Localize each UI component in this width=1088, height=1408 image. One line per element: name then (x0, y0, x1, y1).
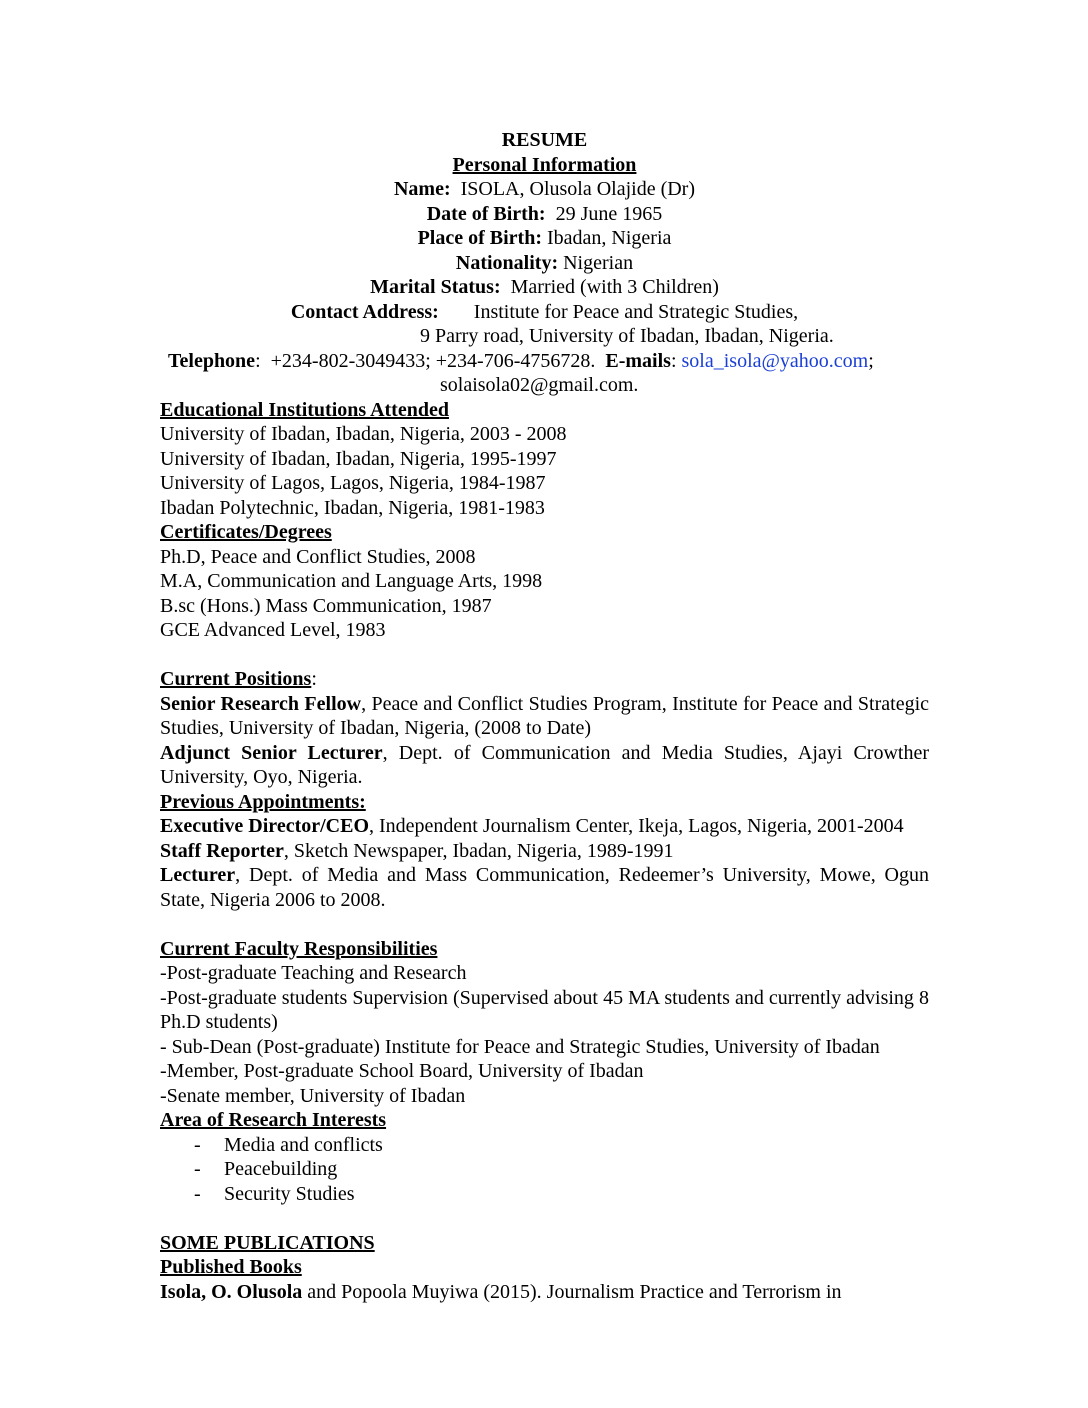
dash-bullet: - (194, 1158, 201, 1180)
appointment-title: Lecturer (160, 864, 236, 886)
appointment-text: , Dept. of Media and Mass Communication, Redeemer’s University, Mowe, Ogun State, Nigeria 2006 to 2008. (160, 864, 929, 911)
research-item (160, 1133, 929, 1158)
research-item-label: Peacebuilding (224, 1158, 338, 1180)
email-gmail: solaisola02@gmail.com. (440, 374, 639, 396)
research-item (160, 1182, 929, 1207)
research-item (160, 1157, 929, 1182)
faculty-item: - Sub-Dean (Post-graduate) Institute for Peace and Strategic Studies, University of Ibadan (160, 1035, 880, 1058)
research-item-label: Security Studies (224, 1182, 355, 1205)
personal-info-heading: Personal Information (452, 153, 637, 176)
education-item: University of Ibadan, Ibadan, Nigeria, 2003 - 2008 (160, 423, 567, 445)
previous-appointments-heading: Previous Appointments: (160, 790, 366, 813)
appointment-title: Staff Reporter (160, 839, 284, 862)
research-heading: Area of Research Interests (160, 1109, 387, 1131)
contact-address-1: Institute for Peace and Strategic Studies, (473, 300, 799, 323)
appointment-text: , Independent Journalism Center, Ikeja, Lagos, Nigeria, 2001-2004 (369, 815, 904, 837)
certificate-item: M.A, Communication and Language Arts, 1998 (160, 570, 543, 592)
publications-heading: SOME PUBLICATIONS (160, 1231, 375, 1254)
name-label: Name: (393, 178, 451, 200)
resume-page (160, 128, 929, 1304)
contact-line (160, 300, 929, 325)
telephone-label: Telephone (168, 349, 256, 372)
dash-bullet: - (194, 1182, 201, 1205)
education-item: University of Ibadan, Ibadan, Nigeria, 1995-1997 (160, 447, 557, 470)
position-text: , Dept. of Communication and Media Studies, Ajayi Crowther University, Oyo, Nigeria. (160, 741, 929, 788)
telephone-line: Telephone: +234-802-3049433; +234-706-4756728. E-mails: sola_isola@yahoo.com; (168, 349, 874, 372)
dob-value: 29 June 1965 (555, 202, 663, 225)
contact-address-2: 9 Parry road, University of Ibadan, Ibadan, Nigeria. (420, 325, 834, 347)
education-item: Ibadan Polytechnic, Ibadan, Nigeria, 1981-1983 (160, 496, 545, 519)
current-positions-heading: Current Positions (160, 668, 312, 690)
certificate-item: GCE Advanced Level, 1983 (160, 619, 386, 641)
current-positions-heading-line: Current Positions: (160, 668, 317, 690)
education-heading: Educational Institutions Attended (160, 398, 449, 421)
dash-bullet: - (194, 1133, 201, 1156)
faculty-heading: Current Faculty Responsibilities (160, 937, 438, 960)
publication-item (160, 1280, 929, 1305)
faculty-item: -Post-graduate Teaching and Research (160, 962, 467, 984)
marital-value: Married (with 3 Children) (510, 276, 719, 298)
nationality-line (160, 251, 929, 276)
contact-label: Contact Address: (290, 300, 439, 323)
position-item (160, 692, 929, 741)
document-title: RESUME (501, 129, 588, 151)
research-item-label: Media and conflicts (224, 1133, 383, 1156)
faculty-item: -Post-graduate students Supervision (Supervised about 45 MA students and currently advising 8 Ph.D students) (160, 986, 929, 1033)
faculty-item: -Member, Post-graduate School Board, University of Ibadan (160, 1060, 644, 1082)
dob-label: Date of Birth: (426, 202, 546, 225)
emails-label: E-mails (605, 349, 671, 372)
appointment-item (160, 839, 929, 864)
nationality-value: Nigerian (563, 251, 634, 274)
email-link-yahoo[interactable]: sola_isola@yahoo.com (681, 349, 869, 372)
telephone-value: +234-802-3049433; +234-706-4756728. (270, 349, 596, 372)
pob-label: Place of Birth: (417, 227, 542, 249)
publication-author: Isola, O. Olusola (160, 1280, 303, 1303)
certificates-heading: Certificates/Degrees (160, 521, 332, 543)
name-line (160, 177, 929, 202)
position-title: Adjunct Senior Lecturer (160, 741, 383, 764)
appointment-item (160, 863, 929, 912)
publication-text: and Popoola Muyiwa (2015). Journalism Practice and Terrorism in (302, 1280, 842, 1303)
pob-line (160, 226, 929, 251)
marital-label: Marital Status: (370, 276, 501, 298)
name-value: ISOLA, Olusola Olajide (Dr) (460, 178, 696, 200)
marital-line (160, 275, 929, 300)
appointment-item (160, 814, 929, 839)
published-books-heading: Published Books (160, 1256, 302, 1278)
education-item: University of Lagos, Lagos, Nigeria, 1984-1987 (160, 472, 546, 494)
appointment-text: , Sketch Newspaper, Ibadan, Nigeria, 1989-1991 (283, 839, 674, 862)
certificate-item: B.sc (Hons.) Mass Communication, 1987 (160, 594, 492, 617)
position-text: , Peace and Conflict Studies Program, Institute for Peace and Strategic Studies, University of Ibadan, Nigeria, (2008 to Date) (160, 692, 929, 739)
position-item (160, 741, 929, 790)
position-title: Senior Research Fellow (160, 692, 362, 715)
certificate-item: Ph.D, Peace and Conflict Studies, 2008 (160, 545, 476, 568)
faculty-item: -Senate member, University of Ibadan (160, 1084, 466, 1107)
pob-value: Ibadan, Nigeria (547, 227, 672, 249)
appointment-title: Executive Director/CEO (160, 815, 370, 837)
dob-line (160, 202, 929, 227)
nationality-label: Nationality: (455, 251, 559, 274)
